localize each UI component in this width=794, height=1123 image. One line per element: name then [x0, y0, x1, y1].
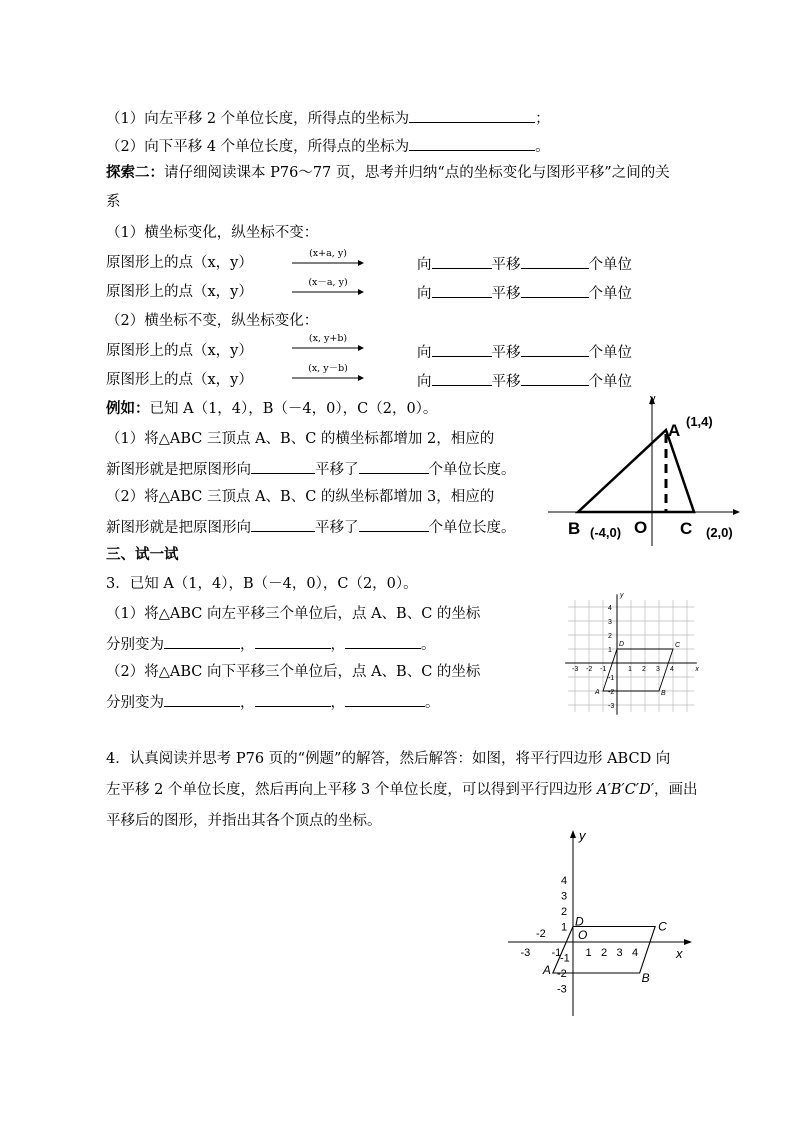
y-tick-label: 1 [561, 921, 568, 934]
answer-blank[interactable] [432, 371, 492, 386]
rule-row-4-point: 原图形上的点（x，y） [106, 372, 253, 388]
rule-row-2-fill: 向 平移 个单位 [417, 283, 632, 303]
parallelogram-shape [603, 649, 673, 691]
x-tick-label: -3 [520, 947, 531, 959]
example-2b: 新图形就是把原图形向 平移了 个单位长度。 [106, 517, 516, 537]
x-tick-label: 2 [601, 947, 608, 959]
q4-line-2: 左平移 2 个单位长度，然后再向上平移 3 个单位长度，可以得到平行四边形 A′B′C′D′，画出 [106, 782, 698, 798]
explore2-cont: 系 [106, 194, 121, 210]
q3-2-line: （2）将△ABC 向下平移三个单位后，点 A、B、C 的坐标 [106, 664, 481, 680]
y-tick-label: 2 [561, 906, 568, 918]
answer-blank[interactable] [345, 634, 421, 649]
rule-row-1-fill: 向 平移 个单位 [417, 254, 632, 274]
y-tick-label: -1 [560, 952, 570, 965]
y-tick-label: 4 [608, 605, 612, 612]
q-down-shift-line: （2）向下平移 4 个单位长度，所得点的坐标为 。 [106, 136, 550, 156]
answer-blank[interactable] [432, 283, 492, 298]
point-a-label: A [668, 421, 681, 440]
x-tick-label: 1 [585, 947, 592, 959]
y-tick-label: -3 [608, 703, 615, 710]
x-tick-label: -2 [536, 928, 546, 940]
point-c-label: C [675, 642, 681, 649]
answer-blank[interactable] [164, 634, 240, 649]
y-tick-label: 3 [561, 890, 568, 903]
point-a-label: A [595, 689, 600, 696]
answer-blank[interactable] [251, 517, 315, 532]
x-tick-label: -1 [600, 666, 607, 673]
answer-blank[interactable] [521, 283, 589, 298]
y-tick-label: -1 [608, 675, 615, 682]
answer-blank[interactable] [359, 517, 429, 532]
rule-row-3-point: 原图形上的点（x，y） [106, 343, 253, 359]
point-d-label: D [619, 641, 625, 648]
x-tick-label: 2 [642, 666, 646, 673]
point-b-label: B [661, 690, 666, 697]
x-axis-arrow [684, 939, 692, 945]
x-tick-label: -1 [551, 947, 562, 959]
x-tick-label: -2 [586, 666, 593, 673]
answer-blank[interactable] [359, 459, 429, 474]
answer-blank[interactable] [521, 254, 589, 269]
answer-blank[interactable] [164, 692, 240, 707]
rule-row-2-point: 原图形上的点（x，y） [106, 284, 253, 300]
x-axis-label: x [695, 666, 699, 673]
point-b-label: B [568, 519, 581, 538]
q3-1-answer: 分别变为 ， ， 。 [106, 634, 436, 654]
rule-arrow-1: (x+a, y) [292, 249, 364, 271]
rule-row-4-fill: 向 平移 个单位 [417, 371, 632, 391]
rule-arrow-3: (x, y+b) [292, 334, 364, 356]
y-axis-label: y [620, 592, 624, 600]
y-tick-label: 3 [608, 619, 612, 626]
answer-blank[interactable] [255, 634, 331, 649]
answer-blank[interactable] [521, 371, 589, 386]
q3-line: 3．已知 A（1，4），B（－4，0），C（2，0）。 [106, 576, 418, 592]
example-line: 例如：已知 A（1，4），B（－4，0），C（2，0）。 [106, 401, 438, 417]
case2-heading: （2）横坐标不变，纵坐标变化： [106, 313, 319, 329]
answer-blank[interactable] [345, 692, 425, 707]
answer-blank[interactable] [521, 342, 589, 357]
point-b-coord: (-4,0) [590, 525, 622, 540]
answer-blank[interactable] [432, 342, 492, 357]
explore2-line: 探索二：请仔细阅读课本 P76～77 页，思考并归纳“点的坐标变化与图形平移”之间的关 [106, 165, 670, 181]
q3-1-line: （1）将△ABC 向左平移三个单位后，点 A、B、C 的坐标 [106, 606, 481, 622]
q4-line-3: 平移后的图形，并指出其各个顶点的坐标。 [106, 813, 382, 829]
rule-arrow-4: (x, y－b) [292, 364, 364, 386]
rule-row-1-point: 原图形上的点（x，y） [106, 255, 253, 271]
point-a-label: A [542, 963, 551, 977]
parallelogram-figure [500, 824, 696, 1020]
triangle-figure [540, 388, 745, 548]
point-a-coord: (1,4) [686, 414, 713, 429]
x-tick-label: 3 [656, 666, 660, 673]
y-axis-label: y [579, 828, 586, 843]
y-tick-label: -2 [608, 689, 615, 696]
origin-label: O [578, 928, 588, 942]
point-b-label: B [641, 971, 650, 985]
point-c-coord: (2,0) [706, 525, 733, 540]
x-tick-label: 4 [632, 947, 639, 959]
answer-blank[interactable] [409, 108, 535, 123]
case1-heading: （1）横坐标变化，纵坐标不变： [106, 225, 319, 241]
answer-blank[interactable] [409, 136, 535, 151]
y-axis-label: y [650, 393, 656, 405]
q4-line-1: 4．认真阅读并思考 P76 页的“例题”的解答，然后解答：如图，将平行四边形 ABCD 向 [106, 751, 671, 767]
x-tick-label: 4 [670, 666, 674, 673]
section-3-heading: 三、试一试 [106, 547, 179, 563]
point-d-label: D [575, 914, 584, 929]
y-axis-arrow [570, 830, 576, 838]
q-left-shift-line: （1）向左平移 2 个单位长度，所得点的坐标为 ； [106, 108, 550, 128]
answer-blank[interactable] [432, 254, 492, 269]
grid-parallelogram-figure [562, 578, 704, 720]
y-tick-label: -2 [557, 968, 567, 980]
y-tick-label: 4 [561, 875, 568, 887]
y-tick-label: 2 [608, 633, 612, 640]
point-c-label: C [680, 519, 693, 538]
origin-label: O [634, 518, 648, 537]
x-tick-label: 3 [616, 947, 623, 959]
answer-blank[interactable] [255, 692, 331, 707]
y-tick-label: 1 [608, 647, 612, 654]
example-2a: （2）将△ABC 三顶点 A、B、C 的纵坐标都增加 3，相应的 [106, 489, 495, 505]
answer-blank[interactable] [251, 459, 315, 474]
x-axis-label: x [676, 946, 683, 961]
example-1b: 新图形就是把原图形向 平移了 个单位长度。 [106, 459, 516, 479]
x-tick-label: -3 [572, 666, 579, 673]
example-1a: （1）将△ABC 三顶点 A、B、C 的横坐标都增加 2，相应的 [106, 431, 495, 447]
q3-2-answer: 分别变为 ， ， 。 [106, 692, 440, 712]
x-tick-label: 1 [628, 666, 632, 673]
rule-row-3-fill: 向 平移 个单位 [417, 342, 632, 362]
rule-arrow-2: (x－a, y) [292, 278, 364, 300]
point-c-label: C [658, 919, 667, 934]
y-tick-label: -3 [557, 983, 567, 996]
